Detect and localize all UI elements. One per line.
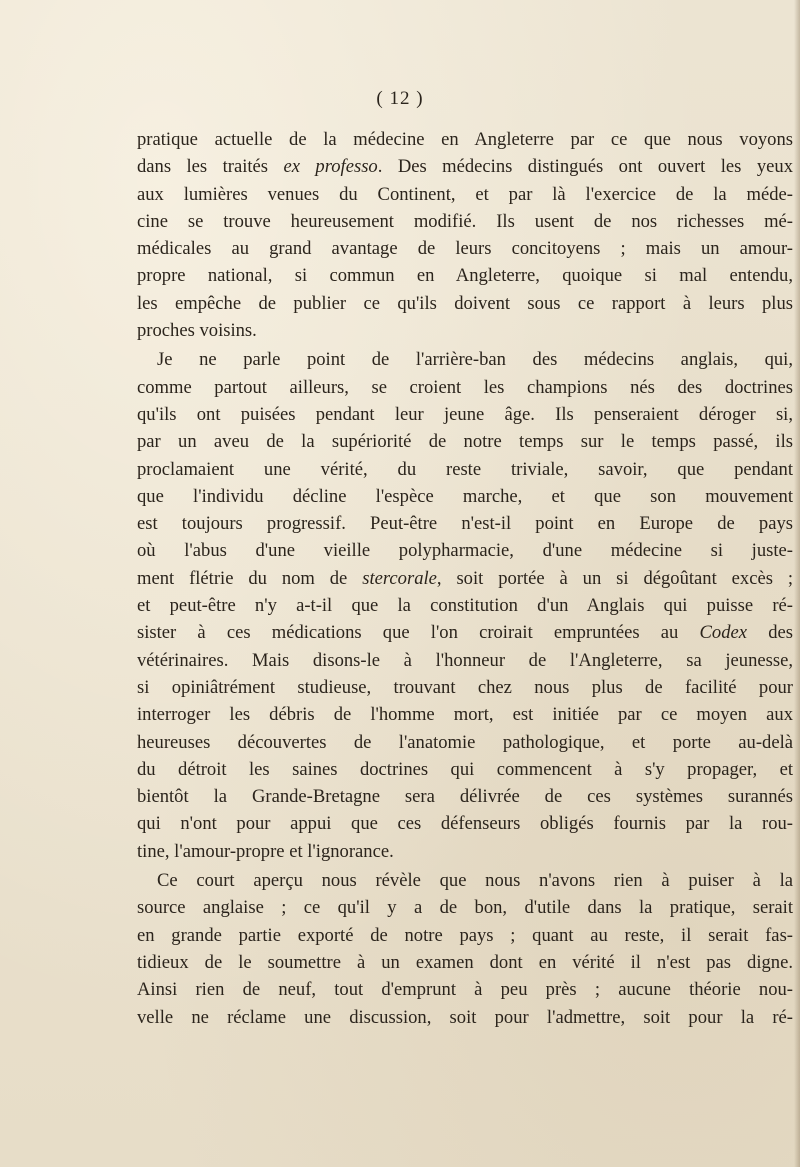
paragraph-1	[137, 126, 793, 344]
italic-term: Codex	[699, 622, 748, 644]
text-line: tine, l'amour-propre et l'ignorance.	[137, 840, 394, 862]
text-line: qui n'ont pour appui que ces défenseurs obligés fournis par la rou-	[137, 813, 793, 835]
text-line: cine se trouve heureusement modifié. Ils usent de nos richesses mé-	[137, 210, 793, 232]
text-line: interroger les débris de l'homme mort, est initiée par ce moyen aux	[137, 704, 793, 726]
text-line: Ainsi rien de neuf, tout d'emprunt à peu près ; aucune théorie nou-	[137, 979, 793, 1001]
text-line: proclamaient une vérité, du reste triviale, savoir, que pendant	[137, 458, 793, 480]
text-line: est toujours progressif. Peut-être n'est-il point en Europe de pays	[137, 513, 793, 535]
text-line: propre national, si commun en Angleterre, quoique si mal entendu,	[137, 265, 793, 287]
text-line: vétérinaires. Mais disons-le à l'honneur de l'Angleterre, sa jeunesse,	[137, 649, 793, 671]
text-line: comme partout ailleurs, se croient les champions nés des doctrines	[137, 376, 793, 398]
text-line: que l'individu décline l'espèce marche, et que son mouvement	[137, 485, 793, 507]
text-line: tidieux de le soumettre à un examen dont en vérité il n'est pas digne.	[137, 951, 793, 973]
text-line: aux lumières venues du Continent, et par là l'exercice de la méde-	[137, 183, 793, 205]
text-line: qu'ils ont puisées pendant leur jeune âge. Ils penseraient déroger si,	[137, 403, 793, 425]
page-edge-shadow	[794, 0, 800, 1167]
text-line: Ce court aperçu nous révèle que nous n'avons rien à puiser à la	[157, 870, 793, 892]
text-line: par un aveu de la supériorité de notre temps sur le temps passé, ils	[137, 431, 793, 453]
text-line: les empêche de publier ce qu'ils doivent sous ce rapport à leurs plus	[137, 292, 793, 314]
italic-term: stercorale	[362, 567, 437, 589]
text-line: si opiniâtrément studieuse, trouvant chez nous plus de facilité pour	[137, 676, 793, 698]
text-line: dans les traités ex professo. Des médecins distingués ont ouvert les yeux	[137, 156, 793, 178]
page-number: ( 12 )	[376, 88, 424, 109]
text-line: source anglaise ; ce qu'il y a de bon, d'utile dans la pratique, serait	[137, 897, 793, 919]
paragraph-3	[137, 867, 793, 1031]
text-line: proches voisins.	[137, 320, 257, 342]
text-line: ment flétrie du nom de stercorale, soit portée à un si dégoûtant excès ;	[137, 567, 793, 589]
text-line: velle ne réclame une discussion, soit pour l'admettre, soit pour la ré-	[137, 1006, 793, 1028]
italic-term: ex professo	[283, 156, 378, 178]
text-line: pratique actuelle de la médecine en Angleterre par ce que nous voyons	[137, 129, 793, 150]
text-line: où l'abus d'une vieille polypharmacie, d'une médecine si juste-	[137, 540, 793, 562]
text-line: Je ne parle point de l'arrière-ban des médecins anglais, qui,	[157, 349, 793, 371]
body-text	[137, 126, 793, 1031]
paragraph-2	[137, 346, 793, 865]
text-line: en grande partie exporté de notre pays ; quant au reste, il serait fas-	[137, 924, 793, 946]
text-line: sister à ces médications que l'on croirait empruntées au Codex des	[137, 622, 794, 644]
text-line: du détroit les saines doctrines qui commencent à s'y propager, et	[137, 758, 793, 780]
text-line: et peut-être n'y a-t-il que la constitution d'un Anglais qui puisse ré-	[137, 595, 793, 617]
text-line: bientôt la Grande-Bretagne sera délivrée de ces systèmes surannés	[137, 786, 793, 808]
text-line: heureuses découvertes de l'anatomie pathologique, et porte au-delà	[137, 731, 793, 753]
text-line: médicales au grand avantage de leurs concitoyens ; mais un amour-	[137, 238, 793, 260]
